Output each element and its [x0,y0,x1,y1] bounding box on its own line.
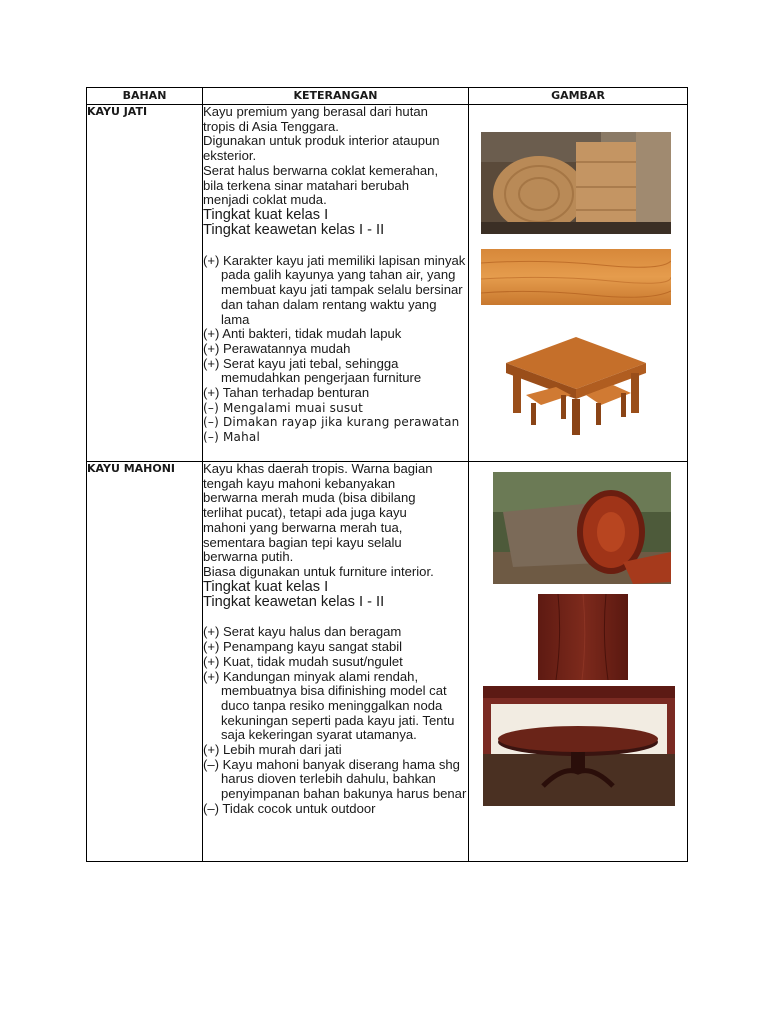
intro-line: sementara bagian tepi kayu selalu [203,534,402,550]
pro-point: (+) Serat kayu jati tebal, sehingga memudahkan pengerjaan furniture [203,355,422,386]
con-point: (–) Dimakan rayap jika kurang perawatan [203,415,460,430]
intro-line: menjadi coklat muda. [203,192,327,208]
con-point: (–) Kayu mahoni banyak diserang hama shg harus dioven terlebih dahulu, bahkan penyimpanan bahan bakunya harus benar [203,756,467,802]
durability-class: Tingkat keawetan kelas I - II [203,594,385,611]
material-table [86,87,688,862]
material-images [469,462,688,862]
con-point: (–) Mahal [203,430,260,445]
intro-line: terlihat pucat), tetapi ada juga kayu [203,505,407,521]
strength-class: Tingkat kuat kelas I [203,206,329,223]
intro-line: mahoni yang berwarna merah tua, [203,519,403,535]
mahogany-table-photo [483,686,675,806]
con-point: (–) Tidak cocok untuk outdoor [203,800,376,816]
material-description [203,105,469,462]
pro-point: (+) Perawatannya mudah [203,340,351,356]
intro-line: bila terkena sinar matahari berubah [203,177,409,193]
pro-point: (+) Tahan terhadap benturan [203,385,370,401]
pro-point: (+) Serat kayu halus dan beragam [203,624,402,640]
intro-line: Biasa digunakan untuk furniture interior. [203,563,434,579]
pro-point: (+) Lebih murah dari jati [203,742,342,758]
table-row-kayu-mahoni [87,462,688,862]
table-row-kayu-jati [87,105,688,462]
durability-class: Tingkat keawetan kelas I - II [203,222,385,239]
intro-line: Serat halus berwarna coklat kemerahan, [203,162,439,178]
material-name: KAYU JATI [87,105,203,462]
mahogany-plank-photo [538,594,628,680]
intro-line: berwarna merah muda (bisa dibilang [203,490,416,506]
pro-point: (+) Penampang kayu sangat stabil [203,639,403,655]
pro-point: (+) Karakter kayu jati memiliki lapisan minyak pada galih kayunya yang tahan air, yang membuat kayu jati tampak selalu bersinar dan tahan dalam rentang waktu yang lama [203,252,466,327]
intro-line: Kayu premium yang berasal dari hutan [203,104,428,119]
material-description [203,462,469,862]
strength-class: Tingkat kuat kelas I [203,578,329,595]
pro-point: (+) Kandungan minyak alami rendah, membuatnya bisa difinishing model cat duco tanpa resiko meninggalkan noda kekuningan seperti pada kayu jati. Tentu saja kekeringan syarat utamanya. [203,668,455,743]
teak-log-photo [481,132,671,234]
teak-table-photo [501,335,651,440]
teak-plank-photo [481,249,671,305]
pro-point: (+) Kuat, tidak mudah susut/ngulet [203,653,403,669]
intro-line: Kayu khas daerah tropis. Warna bagian [203,461,433,476]
header-gambar: GAMBAR [469,88,688,105]
intro-line: Digunakan untuk produk interior ataupun [203,133,440,149]
intro-line: berwarna putih. [203,549,294,565]
header-keterangan: KETERANGAN [203,88,469,105]
pro-point: (+) Anti bakteri, tidak mudah lapuk [203,326,402,342]
header-bahan: BAHAN [87,88,203,105]
material-name: KAYU MAHONI [87,462,203,862]
header-row [87,88,688,105]
material-images [469,105,688,462]
intro-line: tropis di Asia Tenggara. [203,118,339,134]
mahogany-log-photo [493,472,671,584]
intro-line: eksterior. [203,148,257,164]
intro-line: tengah kayu mahoni kebanyakan [203,475,396,491]
con-point: (–) Mengalami muai susut [203,400,364,415]
